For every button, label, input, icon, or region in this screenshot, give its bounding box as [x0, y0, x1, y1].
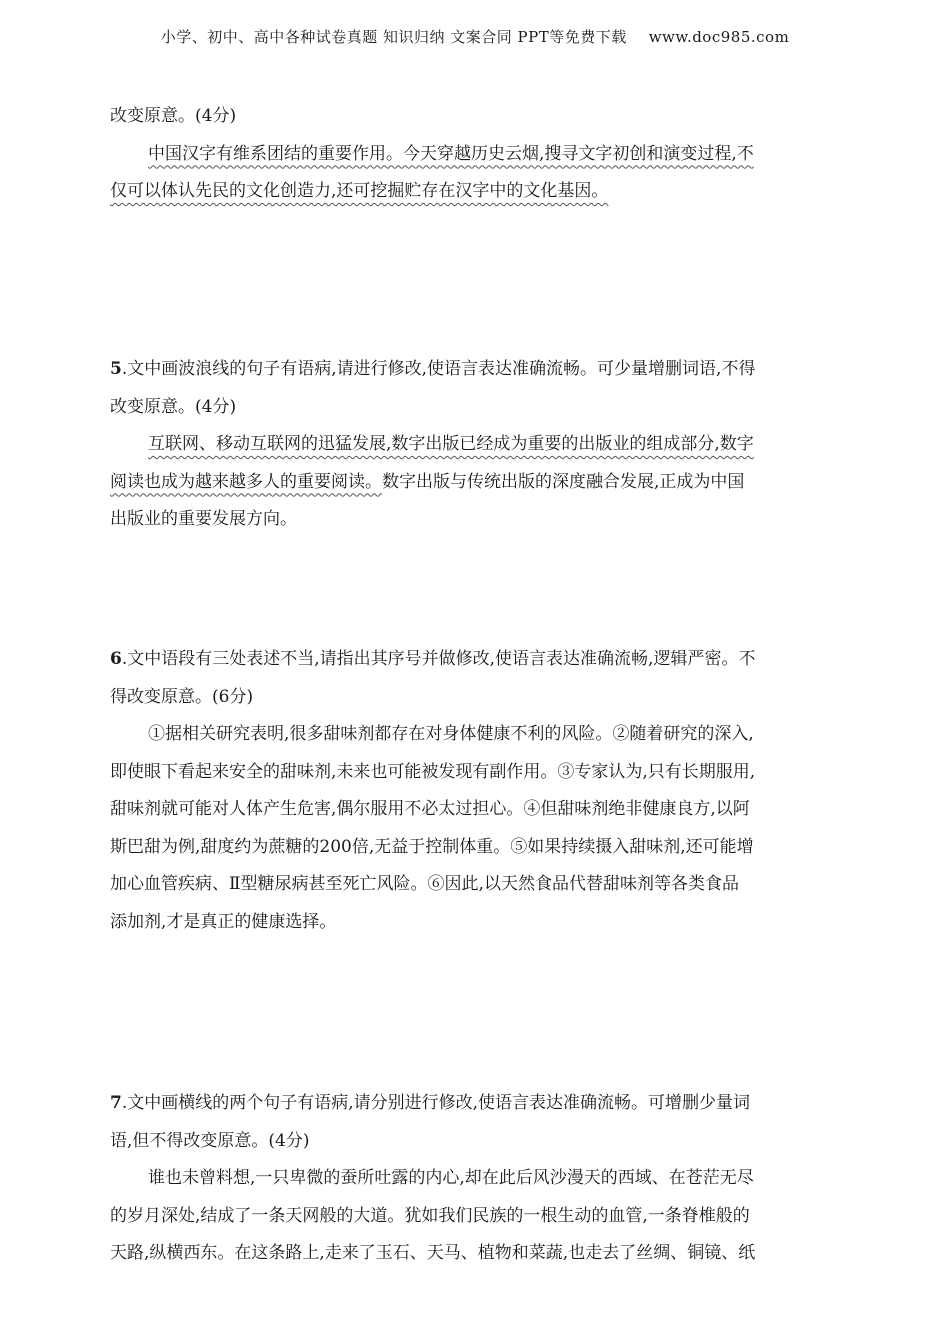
q7-prompt [110, 1085, 840, 1123]
q5-prompt-line-1: .文中画波浪线的句子有语病,请进行修改,使语言表达准确流畅。可少量增删词语,不得 [121, 359, 756, 379]
question-6 [110, 641, 840, 941]
q4-passage-line-1: 中国汉字有维系团结的重要作用。今天穿越历史云烟,搜寻文字初创和演变过程,不 [148, 143, 754, 164]
q5-passage-line-3: 出版业的重要发展方向。 [110, 509, 297, 529]
q5-passage-wavy-sentence: 阅读也成为越来越多人的重要阅读。 [110, 471, 382, 492]
q5-number: 5 [110, 359, 122, 379]
q7-passage-line-1: 谁也未曾料想,一只卑微的蚕所吐露的内心,却在此后风沙漫天的西域、在苍茫无尽 [148, 1168, 754, 1188]
q6-passage-line-5: 加心血管疾病、Ⅱ型糖尿病甚至死亡风险。⑥因此,以天然食品代替甜味剂等各类食品 [110, 874, 739, 894]
q7-number: 7 [110, 1093, 122, 1113]
q6-passage-line-1: ①据相关研究表明,很多甜味剂都存在对身体健康不利的风险。②随着研究的深入, [148, 724, 754, 744]
q5-prompt-line-2: 改变原意。(4分) [110, 396, 237, 417]
page-header [0, 26, 950, 47]
q4-prompt-tail: 改变原意。(4分) [110, 106, 237, 126]
q4-passage-line-2: 仅可以体认先民的文化创造力,还可挖掘贮存在汉字中的文化基因。 [110, 181, 609, 201]
q6-prompt-line-1: .文中语段有三处表述不当,请指出其序号并做修改,使语言表达准确流畅,逻辑严密。不 [121, 649, 756, 669]
q6-prompt [110, 641, 840, 679]
question-5 [110, 351, 840, 539]
q7-passage-line-3: 天路,纵横西东。在这条路上,走来了玉石、天马、植物和菜蔬,也走去了丝绸、铜镜、纸 [110, 1243, 756, 1263]
q5-prompt [110, 351, 840, 389]
q5-passage-line-2-rest: 数字出版与传统出版的深度融合发展,正成为中国 [382, 471, 745, 492]
q6-passage-line-3: 甜味剂就可能对人体产生危害,偶尔服用不必太过担心。④但甜味剂绝非健康良方,以阿 [110, 799, 750, 819]
question-7 [110, 1085, 840, 1273]
q7-prompt-line-2: 语,但不得改变原意。(4分) [110, 1130, 310, 1151]
header-text: 小学、初中、高中各种试卷真题 知识归纳 文案合同 PPT等免费下载 [160, 28, 627, 46]
q6-passage-line-4: 斯巴甜为例,甜度约为蔗糖的200倍,无益于控制体重。⑤如果持续摄入甜味剂,还可能增 [110, 836, 754, 857]
q5-passage-line-1: 互联网、移动互联网的迅猛发展,数字出版已经成为重要的出版业的组成部分,数字 [148, 434, 754, 454]
q6-number: 6 [110, 649, 122, 669]
q7-prompt-line-1: .文中画横线的两个句子有语病,请分别进行修改,使语言表达准确流畅。可增删少量词 [121, 1093, 751, 1113]
header-site-link[interactable]: www.doc985.com [648, 28, 790, 46]
q6-passage-line-2: 即使眼下看起来安全的甜味剂,未来也可能被发现有副作用。③专家认为,只有长期服用, [110, 761, 756, 782]
question-4 [110, 98, 840, 211]
q7-passage-line-2: 的岁月深处,结成了一条天网般的大道。犹如我们民族的一根生动的血管,一条脊椎般的 [110, 1205, 750, 1226]
q6-passage-line-6: 添加剂,才是真正的健康选择。 [110, 911, 337, 932]
q6-prompt-line-2: 得改变原意。(6分) [110, 686, 254, 707]
